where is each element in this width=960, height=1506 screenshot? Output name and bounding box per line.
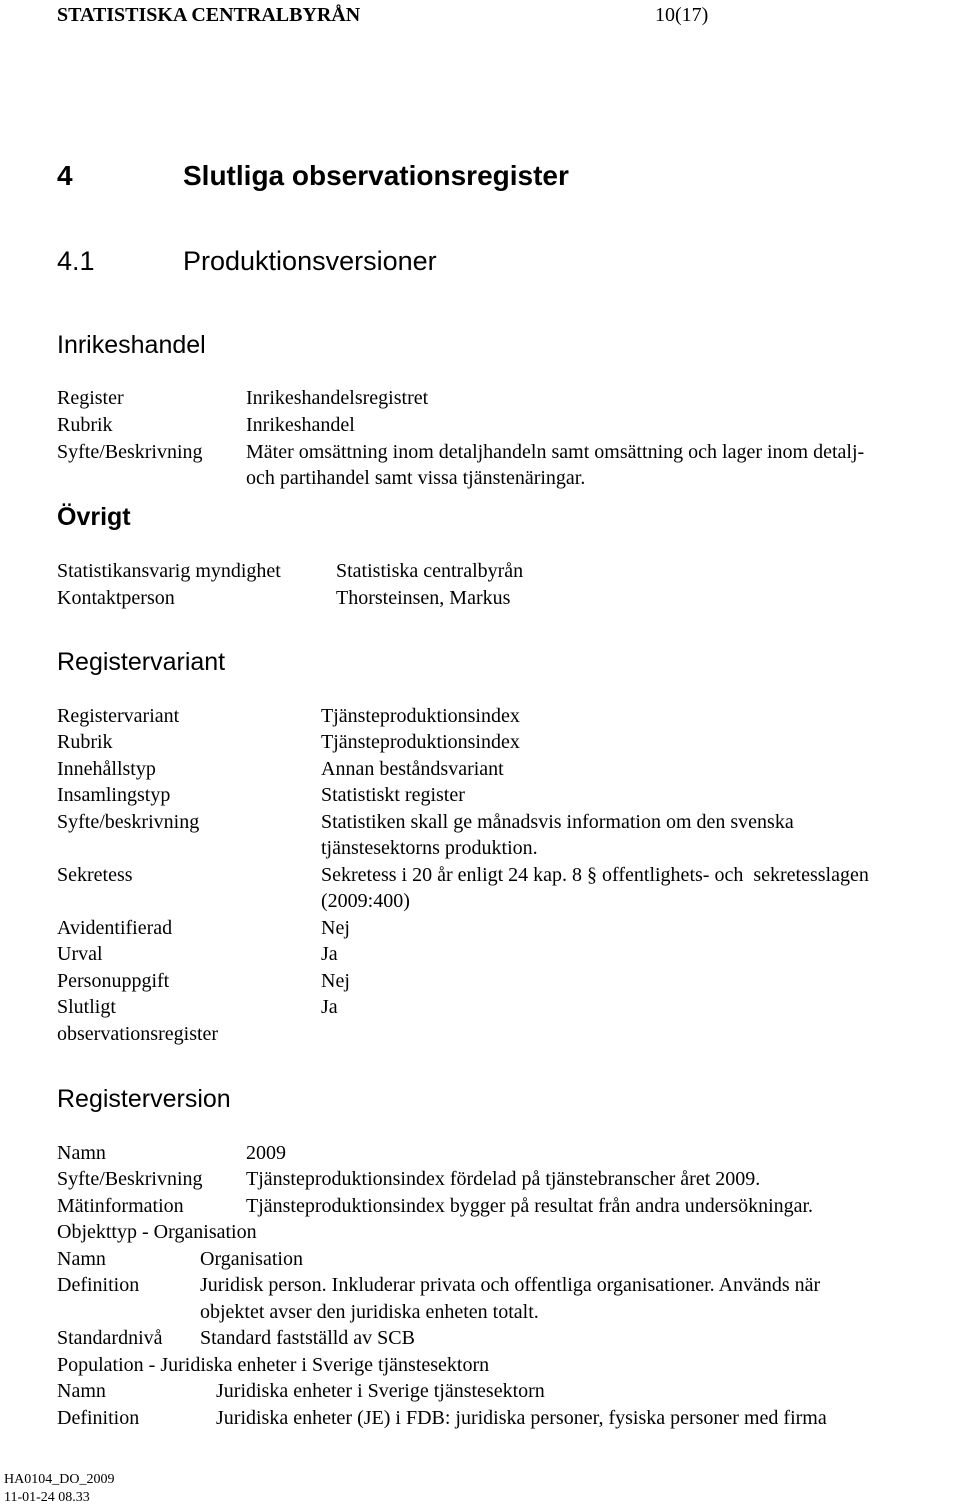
ovrigt-heading: Övrigt [57,503,131,531]
header-org: STATISTISKA CENTRALBYRÅN [57,4,361,26]
sekretess-line2: (2009:400) [321,890,410,912]
standardniva-label: Standardnivå [57,1327,163,1349]
matinformation-value: Tjänsteproduktionsindex bygger på resultat från andra undersökningar. [246,1195,814,1217]
version-syfte-label: Syfte/Beskrivning [57,1168,203,1190]
personuppgift-label: Personuppgift [57,970,170,992]
variant-label: Registervariant [57,705,180,727]
standardniva-value: Standard fastställd av SCB [200,1327,415,1349]
register-label: Register [57,387,124,409]
variant-syfte-line2: tjänstesektorns produktion. [321,837,538,859]
section-number: 4.1 [57,246,95,276]
personuppgift-value: Nej [321,970,350,992]
insamling-value: Statistiskt register [321,784,465,806]
innehall-value: Annan beståndsvariant [321,758,504,780]
variant-syfte-line1: Statistiken skall ge månadsvis information om den svenska [321,811,794,833]
objekt-definition-line2: objektet avser den juridiska enheten totalt. [200,1301,539,1323]
urval-value: Ja [321,943,338,965]
footer-timestamp: 11-01-24 08.33 [4,1490,90,1505]
variant-value: Tjänsteproduktionsindex [321,705,520,727]
urval-label: Urval [57,943,103,965]
avid-label: Avidentifierad [57,917,173,939]
slutligt-label-line1: Slutligt [57,996,116,1018]
variant-rubrik-label: Rubrik [57,731,113,753]
syfte-label: Syfte/Beskrivning [57,441,203,463]
version-namn-value: 2009 [246,1142,286,1164]
chapter-title: Slutliga observationsregister [183,160,569,191]
syfte-value-line2: och partihandel samt vissa tjänstenäringar. [246,467,586,489]
objekt-namn-value: Organisation [200,1248,303,1270]
version-namn-label: Namn [57,1142,106,1164]
section-title: Produktionsversioner [183,246,437,276]
population-definition-value: Juridiska enheter (JE) i FDB: juridiska personer, fysiska personer med firma [216,1407,827,1429]
inrikeshandel-heading: Inrikeshandel [57,331,206,359]
objekt-definition-line1: Juridisk person. Inkluderar privata och offentliga organisationer. Används när [200,1274,821,1296]
registervariant-heading: Registervariant [57,648,226,676]
population-definition-label: Definition [57,1407,140,1429]
kontakt-value: Thorsteinsen, Markus [336,587,511,609]
variant-rubrik-value: Tjänsteproduktionsindex [321,731,520,753]
rubrik-label: Rubrik [57,414,113,436]
syfte-value-line1: Mäter omsättning inom detaljhandeln samt omsättning och lager inom detalj- [246,441,865,463]
myndighet-label: Statistikansvarig myndighet [57,560,281,582]
sekretess-label: Sekretess [57,864,133,886]
population-namn-label: Namn [57,1380,106,1402]
insamling-label: Insamlingstyp [57,784,171,806]
population-namn-value: Juridiska enheter i Sverige tjänstesektorn [216,1380,545,1402]
header-page-number: 10(17) [655,4,709,26]
population-line: Population - Juridiska enheter i Sverige tjänstesektorn [57,1354,490,1376]
chapter-number: 4 [57,160,73,191]
version-syfte-value: Tjänsteproduktionsindex fördelad på tjänstebranscher året 2009. [246,1168,761,1190]
variant-syfte-label: Syfte/beskrivning [57,811,200,833]
myndighet-value: Statistiska centralbyrån [336,560,524,582]
objekt-definition-label: Definition [57,1274,140,1296]
footer-doc-id: HA0104_DO_2009 [4,1472,115,1487]
objekt-namn-label: Namn [57,1248,106,1270]
kontakt-label: Kontaktperson [57,587,175,609]
rubrik-value: Inrikeshandel [246,414,355,436]
objekttyp-line: Objekttyp - Organisation [57,1221,257,1243]
innehall-label: Innehållstyp [57,758,156,780]
registerversion-heading: Registerversion [57,1085,231,1113]
register-value: Inrikeshandelsregistret [246,387,429,409]
slutligt-value: Ja [321,996,338,1018]
slutligt-label-line2: observationsregister [57,1023,219,1045]
sekretess-line1: Sekretess i 20 år enligt 24 kap. 8 § offentlighets- och sekretesslagen [321,864,869,886]
matinformation-label: Mätinformation [57,1195,184,1217]
avid-value: Nej [321,917,350,939]
